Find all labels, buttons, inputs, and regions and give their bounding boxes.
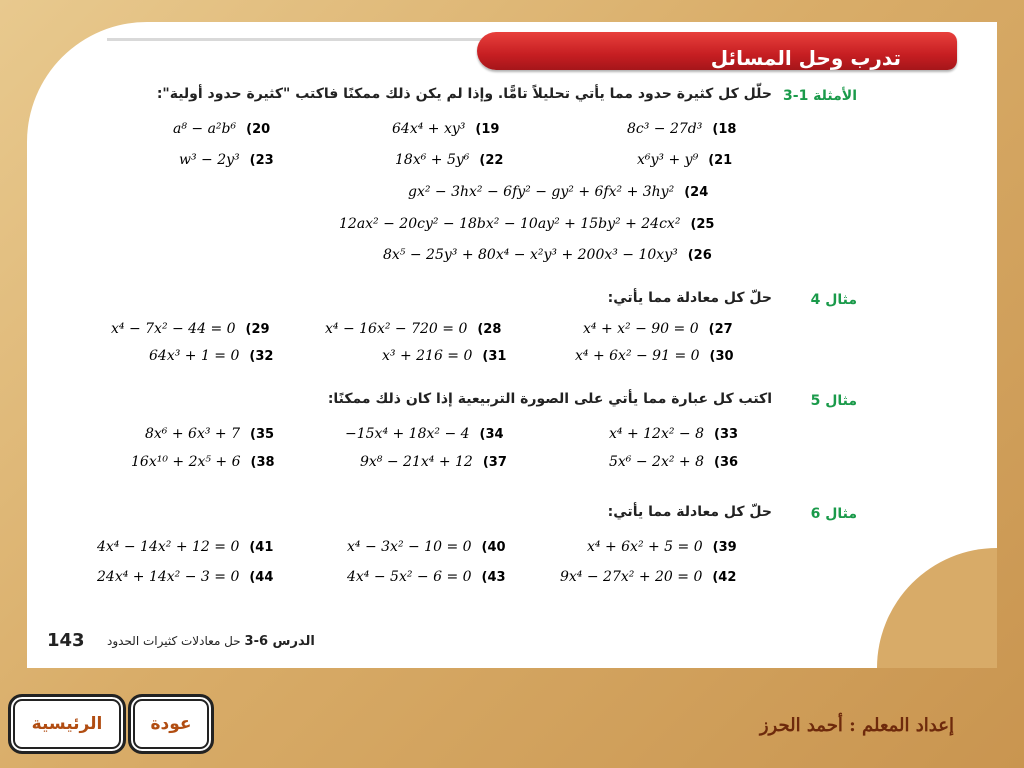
problem-30: x⁴ + 6x² − 91 = 0 (30 [575,348,734,364]
problem-40: x⁴ − 3x² − 10 = 0 (40 [347,539,506,555]
section-instruction-2: حلّ كل معادلة مما يأتي: [607,290,772,306]
problem-28: x⁴ − 16x² − 720 = 0 (28 [325,321,502,337]
problem-20: a⁸ − a²b⁶ (20 [173,121,271,137]
problem-23: w³ − 2y³ (23 [179,152,274,168]
section-banner [477,32,957,70]
problem-18: 8c³ − 27d³ (18 [627,121,737,137]
problem-33: x⁴ + 12x² − 8 (33 [609,426,739,442]
problem-42: 9x⁴ − 27x² + 20 = 0 (42 [560,569,737,585]
problem-43: 4x⁴ − 5x² − 6 = 0 (43 [347,569,506,585]
section-instruction-3: اكتب كل عبارة مما يأتي على الصورة التربيعية إذا كان ذلك ممكنًا: [327,391,772,407]
problem-21: x⁶y³ + y⁹ (21 [637,152,733,168]
section-label-examples-1-3: الأمثلة 1-3 [783,88,857,104]
problem-41: 4x⁴ − 14x² + 12 = 0 (41 [97,539,274,555]
problem-38: 16x¹⁰ + 2x⁵ + 6 (38 [131,454,275,470]
problem-29: x⁴ − 7x² − 44 = 0 (29 [111,321,270,337]
home-button[interactable]: الرئيسية [8,694,126,754]
textbook-page [27,22,997,668]
problem-22: 18x⁶ + 5y⁶ (22 [395,152,504,168]
lesson-title: حل معادلات كثيرات الحدود [107,634,241,648]
banner-title: تدرب وحل المسائل [710,46,901,70]
problem-26: 8x⁵ − 25y³ + 80x⁴ − x²y³ + 200x³ − 10xy³ (26 [383,247,712,263]
section-label-example-4: مثال 4 [810,292,857,308]
section-instruction-4: حلّ كل معادلة مما يأتي: [607,504,772,520]
lesson-footer [107,634,315,649]
back-button[interactable]: عودة [128,694,214,754]
problem-36: 5x⁶ − 2x² + 8 (36 [609,454,739,470]
page-corner-curve [877,548,997,668]
problem-27: x⁴ + x² − 90 = 0 (27 [583,321,733,337]
problem-44: 24x⁴ + 14x² − 3 = 0 (44 [97,569,274,585]
page-number: 143 [47,630,85,651]
problem-32: 64x³ + 1 = 0 (32 [149,348,274,364]
problem-25: 12ax² − 20cy² − 18bx² − 10ay² + 15by² + 24cx² (25 [339,216,715,232]
section-instruction-1: حلّل كل كثيرة حدود مما يأتي تحليلاً تامًّا. وإذا لم يكن ذلك ممكنًا فاكتب "كثيرة حدود أولية": [156,86,772,102]
section-label-example-5: مثال 5 [810,393,857,409]
problem-35: 8x⁶ + 6x³ + 7 (35 [145,426,275,442]
problem-39: x⁴ + 6x² + 5 = 0 (39 [587,539,737,555]
problem-31: x³ + 216 = 0 (31 [382,348,507,364]
problem-19: 64x⁴ + xy³ (19 [392,121,500,137]
problem-24: gx² − 3hx² − 6fy² − gy² + 6fx² + 3hy² (24 [408,184,709,200]
lesson-label: الدرس 6-3 [244,634,315,649]
section-label-example-6: مثال 6 [810,506,857,522]
problem-37: 9x⁸ − 21x⁴ + 12 (37 [360,454,507,470]
teacher-credit: إعداد المعلم : أحمد الحرز [759,715,954,736]
problem-34: −15x⁴ + 18x² − 4 (34 [345,426,504,442]
